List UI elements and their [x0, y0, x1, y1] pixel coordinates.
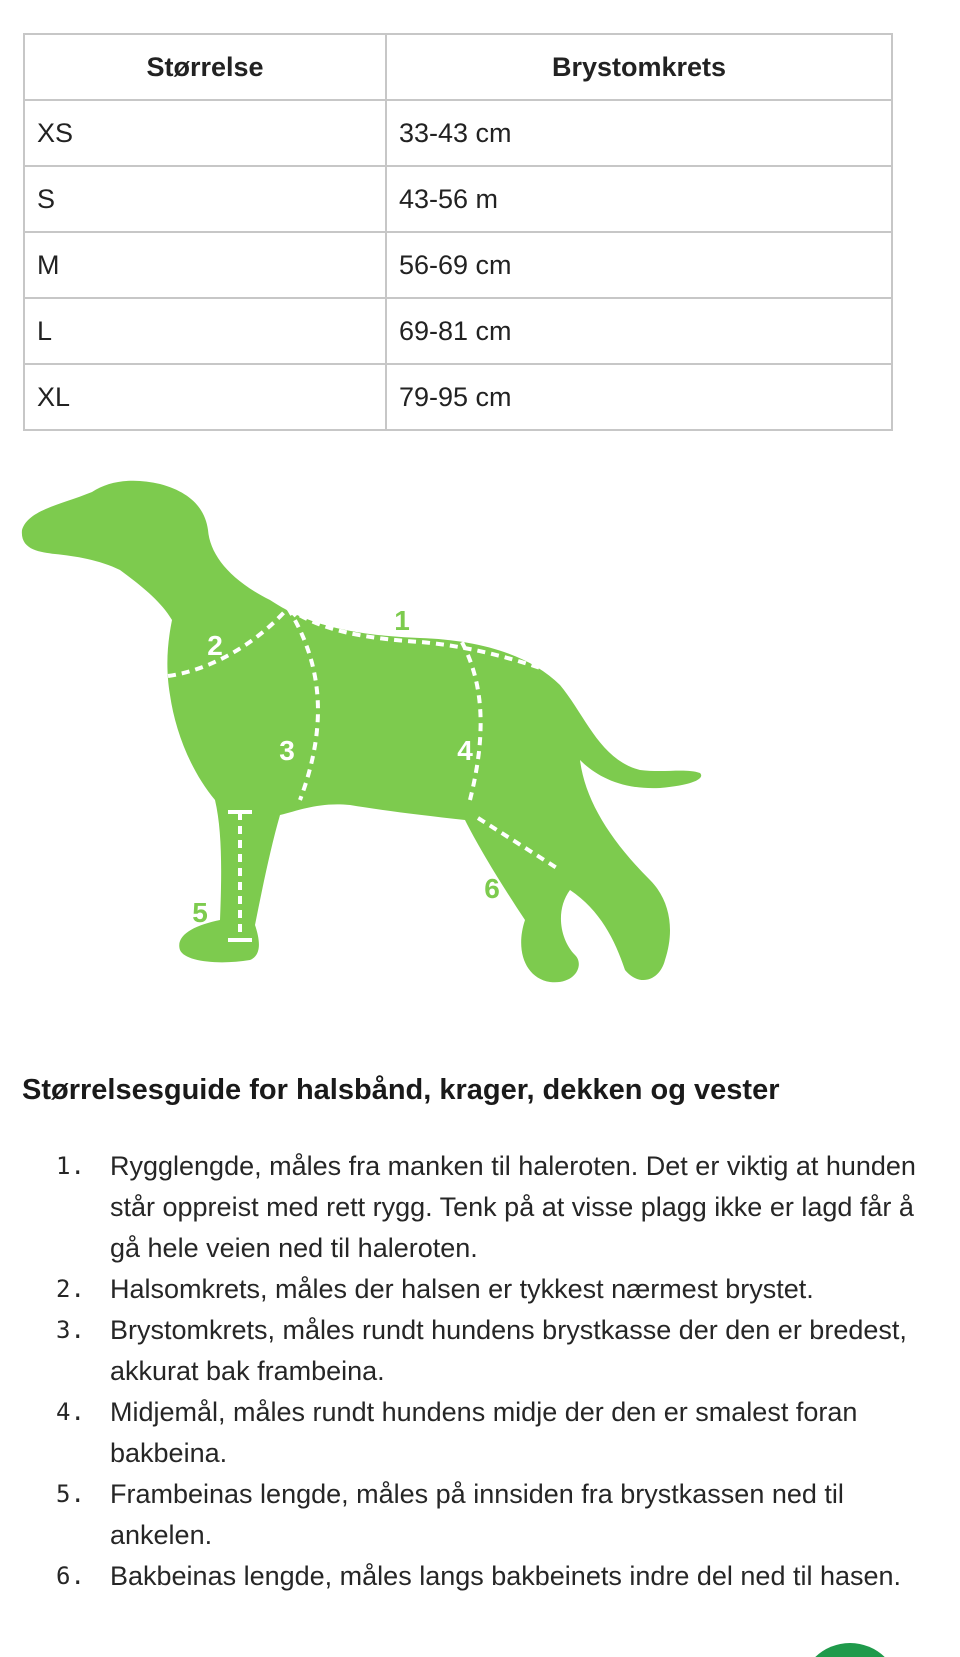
column-header-size: Størrelse [24, 34, 386, 100]
step-number: 2. [56, 1275, 85, 1303]
table-row [24, 166, 892, 232]
list-item [0, 1146, 940, 1269]
label-4: 4 [457, 735, 473, 766]
label-5: 5 [192, 897, 208, 928]
chest-cell: 56-69 cm [386, 232, 892, 298]
label-2: 2 [207, 630, 223, 661]
table-row [24, 100, 892, 166]
step-number: 4. [56, 1398, 85, 1426]
list-item [0, 1269, 940, 1310]
table-row [24, 364, 892, 430]
floating-action-button-edge[interactable] [780, 1641, 920, 1657]
chest-cell: 79-95 cm [386, 364, 892, 430]
guide-title: Størrelsesguide for halsbånd, krager, dekken og vester [22, 1074, 780, 1106]
list-item [0, 1392, 940, 1474]
step-number: 6. [56, 1562, 85, 1590]
step-number: 5. [56, 1480, 85, 1508]
dog-measurement-diagram [0, 470, 720, 1030]
size-cell: L [24, 298, 386, 364]
column-header-chest: Brystomkrets [386, 34, 892, 100]
step-text: Rygglengde, måles fra manken til haleroten. Det er viktig at hunden står oppreist med rett rygg. Tenk på at visse plagg ikke er lagd får å gå hele veien ned til haleroten. [110, 1151, 916, 1263]
step-text: Midjemål, måles rundt hundens midje der den er smalest foran bakbeina. [110, 1397, 858, 1468]
size-cell: XL [24, 364, 386, 430]
size-cell: M [24, 232, 386, 298]
step-text: Halsomkrets, måles der halsen er tykkest nærmest brystet. [110, 1274, 814, 1304]
table-row [24, 232, 892, 298]
step-text: Bakbeinas lengde, måles langs bakbeinets indre del ned til hasen. [110, 1561, 902, 1591]
label-3: 3 [279, 735, 295, 766]
list-item [0, 1556, 940, 1597]
size-cell: S [24, 166, 386, 232]
chest-cell: 33-43 cm [386, 100, 892, 166]
step-number: 1. [56, 1152, 85, 1180]
step-number: 3. [56, 1316, 85, 1344]
label-1: 1 [394, 605, 410, 636]
label-6: 6 [484, 873, 500, 904]
table-row [24, 298, 892, 364]
table-header-row [24, 34, 892, 100]
chest-cell: 43-56 m [386, 166, 892, 232]
size-cell: XS [24, 100, 386, 166]
size-table [23, 33, 893, 431]
step-text: Frambeinas lengde, måles på innsiden fra brystkassen ned til ankelen. [110, 1479, 844, 1550]
chest-cell: 69-81 cm [386, 298, 892, 364]
measurement-steps-list [0, 1146, 940, 1597]
step-text: Brystomkrets, måles rundt hundens brystkasse der den er bredest, akkurat bak frambeina. [110, 1315, 907, 1386]
dog-silhouette [22, 481, 701, 983]
list-item [0, 1310, 940, 1392]
list-item [0, 1474, 940, 1556]
